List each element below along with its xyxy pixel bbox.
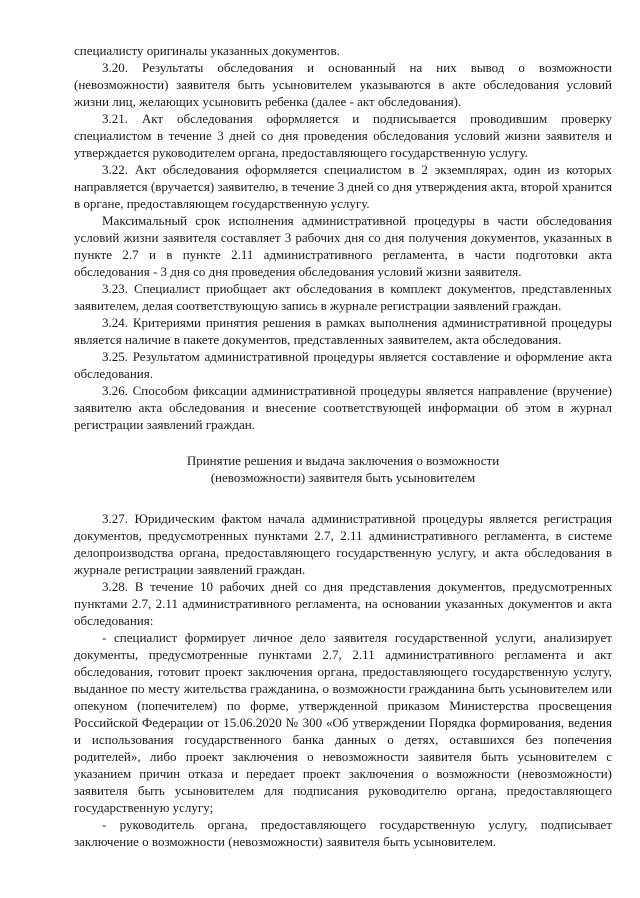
paragraph-3-26: 3.26. Способом фиксации административной процедуры является направление (вручение) заявителю акта обследования и внесение соответствующей информации об этом в журнал регистрации заявлений граждан. xyxy=(74,383,612,432)
section-heading-line2: (невозможности) заявителя быть усыновителем xyxy=(210,470,476,485)
paragraph-3-20: 3.20. Результаты обследования и основанный на них вывод о возможности (невозможности) заявителя быть усыновителем указываются в акте обследования условий жизни лиц, желающих усыновить ребенка (далее - акт обследования). xyxy=(74,60,612,109)
paragraph-3-28: 3.28. В течение 10 рабочих дней со дня представления документов, предусмотренных пунктами 2.7, 2.11 административного регламента, на основании указанных документов и акта обследования: xyxy=(74,579,612,628)
paragraph-3-23: 3.23. Специалист приобщает акт обследования в комплект документов, представленных заявителем, делая соответствующую запись в журнале регистрации заявлений граждан. xyxy=(74,281,612,313)
paragraph-bullet-specialist: - специалист формирует личное дело заявителя государственной услуги, анализирует документы, предусмотренные пунктами 2.7, 2.11 административного регламента и акт обследования, готовит проект заключения органа, предоставляющего государственную услугу, выданное по месту жительства гражданина, о возможности гражданина быть усыновителем или опекуном (попечителем) по форме, утвержденной приказом Министерства просвещения Российской Федерации от 15.06.2020 № 300 «Об утверждении Порядка формирования, ведения и использования государственного банка данных о детях, оставшихся без попечения родителей», либо проект заключения о невозможности заявителя быть усыновителем с указанием причин отказа и передает проект заключения о возможности (невозможности) заявителя быть усыновителем для подписания руководителю органа, предоставляющего государственную услугу; xyxy=(74,630,612,815)
paragraph-3-27: 3.27. Юридическим фактом начала административной процедуры является регистрация документов, предусмотренных пунктами 2.7, 2.11 административного регламента, в системе делопроизводства органа, предоставляющего государственную услугу, и акта обследования в журнале регистрации заявлений граждан. xyxy=(74,511,612,577)
paragraph-3-22: 3.22. Акт обследования оформляется специалистом в 2 экземплярах, один из которых направляется (вручается) заявителю, в течение 3 дней со дня утверждения акта, второй хранится в органе, предоставляющем государственную услугу. xyxy=(74,162,612,211)
paragraph-3-21: 3.21. Акт обследования оформляется и подписывается проводившим проверку специалистом в течение 3 дней со дня проведения обследования условий жизни заявителя и утверждается руководителем органа, предоставляющего государственную услугу. xyxy=(74,111,612,160)
paragraph-3-25: 3.25. Результатом административной процедуры является составление и оформление акта обследования. xyxy=(74,349,612,381)
section-heading-line1: Принятие решения и выдача заключения о возможности xyxy=(186,453,500,468)
paragraph-max-term: Максимальный срок исполнения административной процедуры в части обследования условий жизни заявителя составляет 3 рабочих дня со дня получения документов, указанных в пункте 2.7 и в пункте 2.11 административного регламента, в части подготовки акта обследования - 3 дня со дня проведения обследования условий жизни заявителя. xyxy=(74,213,612,279)
section-heading xyxy=(74,452,612,486)
document-page xyxy=(74,0,612,850)
paragraph-3-24: 3.24. Критериями принятия решения в рамках выполнения административной процедуры является наличие в пакете документов, представленных заявителем, акта обследования. xyxy=(74,315,612,347)
paragraph-bullet-head: - руководитель органа, предоставляющего государственную услугу, подписывает заключение о возможности (невозможности) заявителя быть усыновителем. xyxy=(74,817,612,849)
paragraph-continuation: специалисту оригиналы указанных документов. xyxy=(74,43,340,58)
